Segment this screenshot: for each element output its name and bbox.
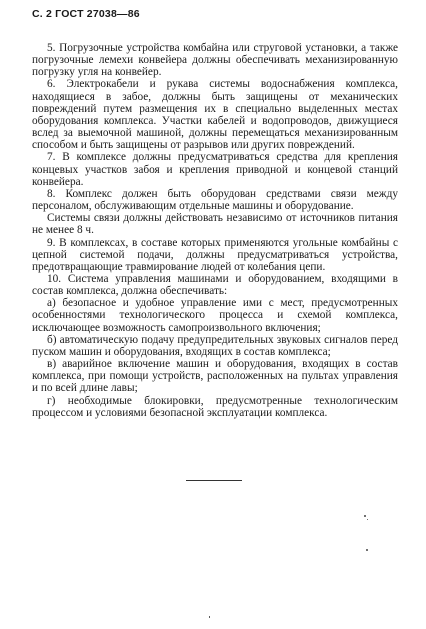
scan-speck	[209, 616, 210, 618]
subitem-a: а) безопасное и удобное управление ими с мест, предусмотренных особенностями технологического процесса и схемой комплекса, исключающее возможность самопроизвольного включения;	[32, 297, 398, 334]
document-body	[32, 42, 398, 419]
scan-speck	[367, 519, 368, 520]
paragraph-item-9: 9. В комплексах, в составе которых применяются угольные комбайны с цепной системой подачи, должны предусматриваться устройства, предотвращающие травмирование людей от колебания цепи.	[32, 236, 398, 273]
subitem-v: в) аварийное включение машин и оборудования, входящих в состав комплекса, при помощи устройств, расположенных на пультах управления и по всей длине лавы;	[32, 358, 398, 395]
paragraph-item-10: 10. Система управления машинами и оборудованием, входящими в состав комплекса, должна обеспечивать:	[32, 272, 398, 298]
scan-speck	[364, 515, 366, 517]
paragraph-item-7: 7. В комплексе должны предусматриваться средства для крепления концевых участков забоя и крепления приводной и концевой станций конвейера.	[32, 151, 398, 188]
scan-speck	[366, 549, 368, 551]
subitem-b: б) автоматическую подачу предупредительных звуковых сигналов перед пуском машин и оборудования, входящих в состав комплекса;	[32, 333, 398, 358]
end-divider	[186, 480, 242, 481]
paragraph-item-5: 5. Погрузочные устройства комбайна или струговой установки, а также погрузочные лемехи конвейера должны обеспечивать механизированную погрузку угля на конвейер.	[32, 42, 398, 79]
subitem-g: г) необходимые блокировки, предусмотренные технологическим процессом и условиями безопасной эксплуатации комплекса.	[32, 394, 398, 419]
paragraph-item-6: 6. Электрокабели и рукава системы водоснабжения комплекса, находящиеся в забое, должны быть защищены от механических повреждений путем размещения их в специально выделенных местах оборудования комплекса. Участки кабелей и водопроводов, движущиеся вслед за выемочной машиной, должны перемещаться механизированным способом и быть защищены от разрывов или других повреждений.	[32, 78, 398, 152]
page-header: С. 2 ГОСТ 27038—86	[32, 8, 140, 20]
paragraph-communication-power: Системы связи должны действовать независимо от источников питания не менее 8 ч.	[32, 212, 398, 237]
paragraph-item-8: 8. Комплекс должен быть оборудован средствами связи между персоналом, обслуживающим отдельные машины и оборудование.	[32, 187, 398, 213]
